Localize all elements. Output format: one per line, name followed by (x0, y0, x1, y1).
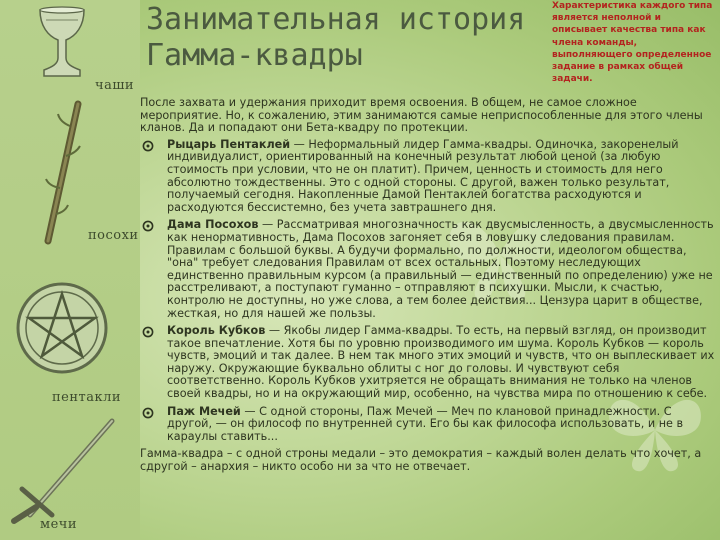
slide-body (140, 97, 716, 474)
item-name: Король Кубков (167, 324, 266, 338)
item-text: — С одной стороны, Паж Мечей — Меч по клановой принадлежности. С другой, — он философ по внутренней сути. Его бы как философа использовать, и не в караулы ставить... (167, 404, 684, 443)
outro-paragraph: Гамма-квадра – с одной строны медали – это демократия – каждый волен делать что хочет, а сдругой – анархия – никто особо ни за что не отвечает. (140, 447, 702, 474)
chalice-icon (0, 4, 140, 80)
item-text: — Якобы лидер Гамма-квадры. То есть, на первый взгляд, он производит такое впечатление. Хотя бы по уровню производимого им шума. Король Кубков — король чувств, эмоций и так далее. В нем так много этих эмоций и чувств, что он выплескивает их наружу. Окружающие буквально облиты с ног до головы. И чувствуют себя соответственно. Король Кубков ухитряется не обращать внимания не только на членов своей квадры, но и на окружающий мир, особенно, на чувства мира по отношению к себе. (167, 324, 715, 401)
intro-paragraph: После захвата и удержания приходит время освоения. В общем, не самое сложное мероприятие. Но, к сожалению, этим занимаются самые неприспособленные для этого члены кланов. Да и попадают они Бета-квадру по протекции. (140, 96, 703, 135)
bullet-icon (142, 407, 154, 419)
item-name: Рыцарь Пентаклей (167, 137, 291, 151)
type-description-note: Характеристика каждого типа является неполной и описывает качества типа как члена команды, выполняющего определенное задание в рамках общей задачи. (552, 1, 713, 85)
sidebar-label-cups: чаши (95, 78, 135, 93)
list-item (140, 406, 716, 444)
item-name: Дама Посохов (167, 218, 259, 232)
list-item (140, 139, 716, 215)
list-item (140, 219, 716, 320)
bullet-icon (142, 220, 154, 232)
item-text: — Неформальный лидер Гамма-квадры. Одиночка, закоренелый индивидуалист, ориентированный на конечный результат любой ценой (за любую стоимость при условии, что не он платит). Причем, ценность и стоимость для него абсолютно тождественны. Это с одной стороны. С другой, важен только результат, получаемый сегодня. Накопленные Дамой Пентаклей богатства расходуются и расходуются бессистемно, без учета завтрашнего дня. (167, 137, 679, 214)
list-item (140, 325, 716, 401)
item-name: Паж Мечей (167, 404, 241, 418)
sidebar-label-wands: посохи (88, 228, 139, 243)
bullet-icon (142, 326, 154, 338)
title-line-1: Занимательная история (146, 2, 526, 37)
item-text: — Рассматривая многозначность как двусмысленность, а двусмысленность как ненормативность, Дама Посохов загоняет себя в ловушку следования правилам. Правилам с большой буквы. А будучи формально, по должности, идеологом общества, "она" требует следования Правилам от всех остальных. Поэтому неследующих единственно правильным курсом (а правильный — единственный по определению) уже не расстреливают, а поступают гуманно – отправляют в психушки. Мысли, к счастью, контролю не доступны, но уже слова, а тем более действия... Цензура царит в обществе, жесткая, но для нашей же пользы. (167, 218, 714, 320)
sidebar-label-swords: мечи (40, 517, 78, 532)
title-line-2: Гамма-квадры (146, 38, 363, 73)
wand-icon (0, 96, 140, 246)
tarot-sidebar (0, 0, 140, 540)
pentacle-icon (0, 278, 140, 378)
sword-icon (0, 415, 140, 525)
sidebar-label-pentacles: пентакли (52, 390, 122, 405)
bullet-icon (142, 140, 154, 152)
slide-title (146, 2, 525, 74)
